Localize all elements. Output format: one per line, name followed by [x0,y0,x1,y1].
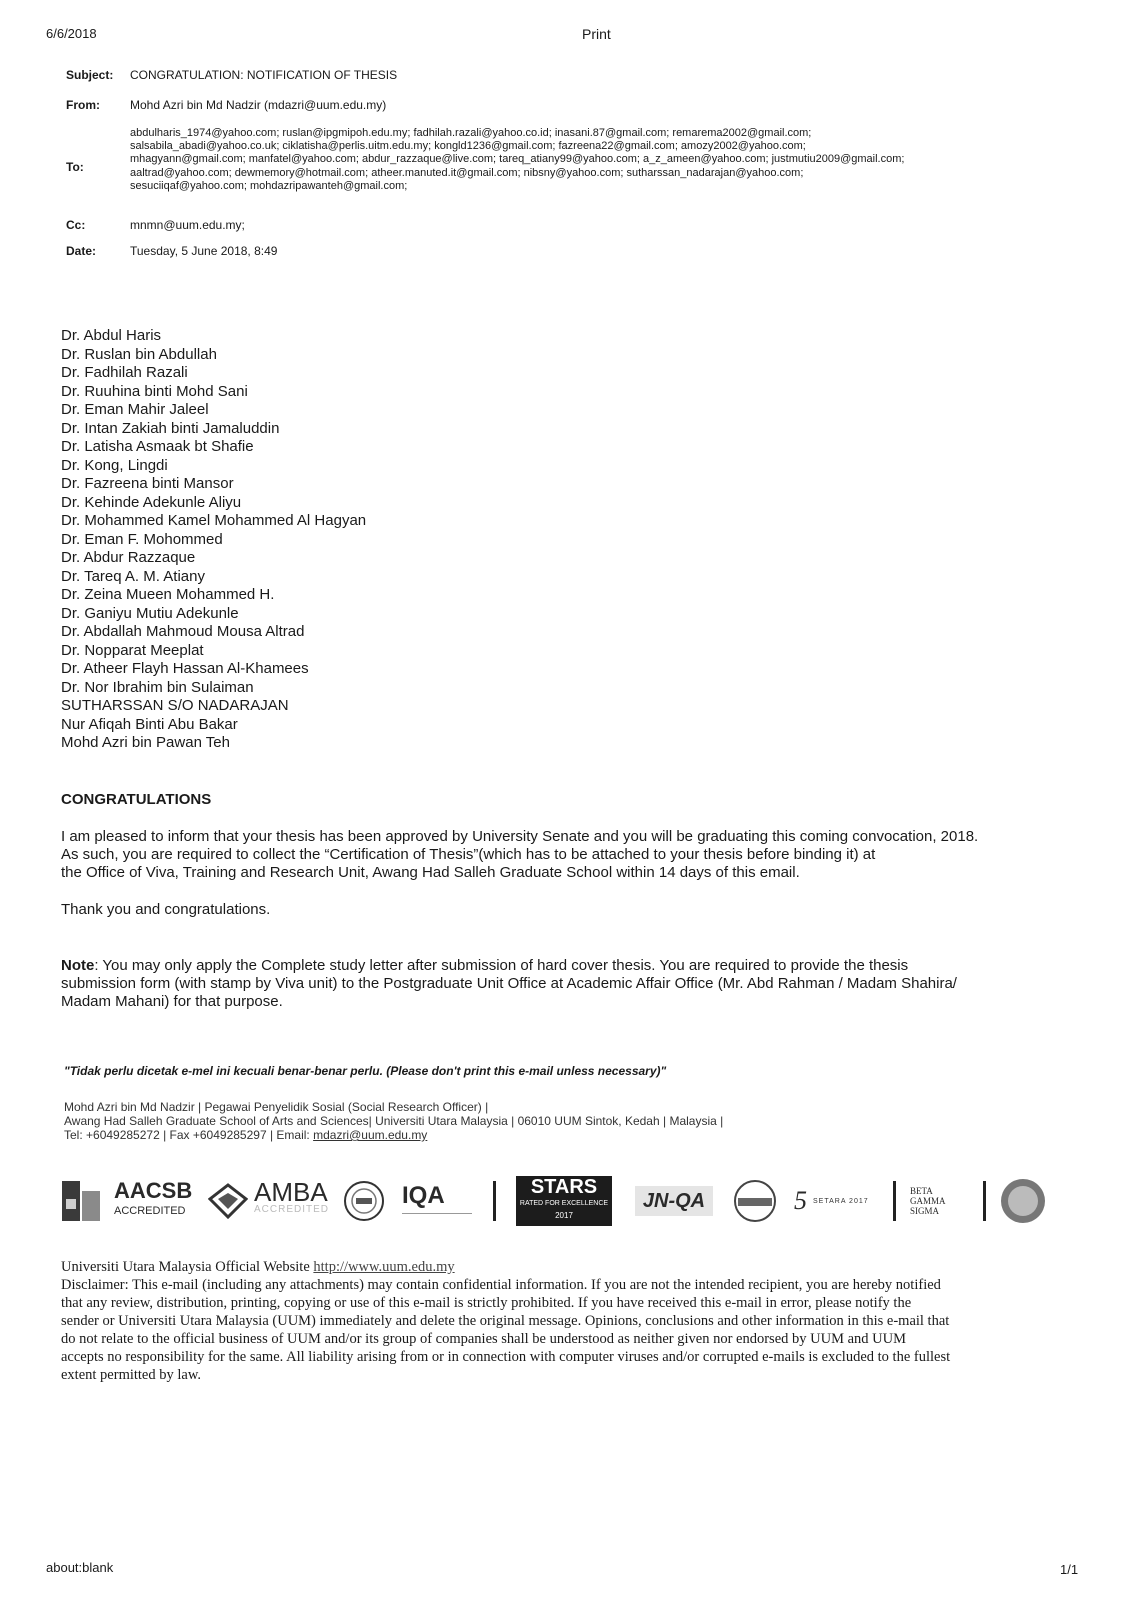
note-line-1 [61,957,957,975]
mqa-badge [732,1176,778,1226]
recipient-name: Dr. Ruuhina binti Mohd Sani [61,382,248,400]
paragraph-line: As such, you are required to collect the “Certification of Thesis”(which has to be attached to your thesis before binding it) at [61,846,876,864]
setara-logo [794,1176,869,1226]
thanks-line: Thank you and congratulations. [61,901,271,918]
divider-bar [493,1176,496,1226]
to-line: aaltrad@yahoo.com; dewmemory@hotmail.com; atheer.manuted.it@gmail.com; nibsny@yahoo.com; sutharssan_nadarajan@yahoo.com; [130,166,804,179]
amba-sub: ACCREDITED [254,1204,330,1215]
to-label: To: [66,160,84,174]
recipient-name: Dr. Abdallah Mahmoud Mousa Altrad [61,623,305,640]
recipient-name: Dr. Nor Ibrahim bin Sulaiman [61,678,254,696]
recipient-name: Nur Afiqah Binti Abu Bakar [61,715,238,733]
website-line [61,1258,950,1276]
stars-sub: RATED FOR EXCELLENCE [519,1200,609,1207]
recipient-name: Dr. Ruslan bin Abdullah [61,345,217,363]
jnqa-logo [635,1176,713,1226]
recipient-name: Dr. Intan Zakiah binti Jamaluddin [61,419,280,437]
disclaimer-line: do not relate to the official business of UUM and/or its group of companies shall be understood as neither given nor endorsed by UUM and UUM [61,1331,906,1347]
recipient-name: Dr. Tareq A. M. Atiany [61,567,205,585]
beta-gamma-sigma-logo [910,1176,946,1226]
print-title: Print [582,26,611,42]
to-line: salsabila_abadi@yahoo.co.uk; ciklatisha@perlis.uitm.edu.my; kongld1236@gmail.com; fazreena22@gmail.com; amozy2002@yahoo.com; [130,140,806,153]
date-value: Tuesday, 5 June 2018, 8:49 [130,244,278,258]
round-seal-icon [342,1179,386,1223]
page-number: 1/1 [1060,1562,1079,1577]
disclaimer-line: Disclaimer: This e-mail (including any attachments) may contain confidential information. If you are not the intended recipient, you are hereby notified [61,1277,941,1293]
website-link[interactable]: http://www.uum.edu.my [313,1259,455,1275]
aacsb-text: AACSB [114,1178,193,1203]
cc-label: Cc: [66,218,86,232]
stars-text: STARS [530,1176,598,1198]
signature-line: Awang Had Salleh Graduate School of Arts and Sciences| Universiti Utara Malaysia | 06010 UUM Sintok, Kedah | Malaysia | [64,1114,724,1128]
recipient-list [61,327,366,753]
mqa-circle-icon [732,1178,778,1224]
iqa-text: IQA [402,1181,445,1209]
iqa-logo [402,1176,472,1226]
to-line: abdulharis_1974@yahoo.com; ruslan@ipgmipoh.edu.my; fadhilah.razali@yahoo.co.id; inasani.87@gmail.com; remarema2002@gmail.com; [130,127,812,139]
paragraph-line: I am pleased to inform that your thesis has been approved by University Senate and you will be graduating this coming convocation, 2018. [61,828,979,845]
approval-paragraph [61,828,978,883]
disclaimer-line: extent permitted by law. [61,1367,201,1383]
signature-line: Mohd Azri bin Md Nadzir | Pegawai Penyelidik Sosial (Social Research Officer) | [64,1100,489,1114]
disclaimer-line: accepts no responsibility for the same. All liability arising from or in connection with computer viruses and/or corrupted e-mails is excluded to the fullest [61,1349,951,1365]
recipient-name: Dr. Fazreena binti Mansor [61,475,234,492]
to-line: mhagyann@gmail.com; manfatel@yahoo.com; abdur_razzaque@live.com; tareq_atiany99@yahoo.com; a_z_ameen@yahoo.com; justmutiu2009@gmail.com; [130,153,905,166]
accreditation-logos [60,1176,1060,1236]
to-recipients [130,127,904,193]
website-label: Universiti Utara Malaysia Official Website [61,1259,314,1275]
award-circle-icon [998,1176,1048,1226]
disclaimer-line: sender or Universiti Utara Malaysia (UUM) immediately and delete the original message. Opinions, conclusions and other information in this e-mail that [61,1313,950,1329]
subject-label: Subject: [66,68,114,82]
recipient-name: Dr. Latisha Asmaak bt Shafie [61,438,254,455]
recipient-name: Dr. Mohammed Kamel Mohammed Al Hagyan [61,512,367,529]
amba-logo [208,1176,329,1226]
setara-number: 5 [794,1186,807,1215]
cc-value: mnmn@uum.edu.my; [130,218,245,232]
recipient-name: Dr. Abdur Razzaque [61,549,196,566]
recipient-name: Mohd Azri bin Pawan Teh [61,734,230,751]
to-line: sesuciiqaf@yahoo.com; mohdazripawanteh@gmail.com; [130,179,408,192]
aacsb-mark-icon [60,1179,104,1223]
signature-contact [64,1128,723,1142]
note-line: Madam Mahani) for that purpose. [61,993,283,1011]
recipient-name: Dr. Abdul Haris [61,327,162,344]
aacsb-logo [60,1176,192,1226]
from-value: Mohd Azri bin Md Nadzir (mdazri@uum.edu.my) [130,98,387,112]
signature-phone: Tel: +6049285272 | Fax +6049285297 | Email: [64,1128,314,1142]
recipient-name: Dr. Ganiyu Mutiu Adekunle [61,604,239,622]
signature-block [64,1100,723,1142]
print-notice: "Tidak perlu dicetak e-mel ini kecuali benar-benar perlu. (Please don't print this e-mail unless necessary)" [64,1064,667,1078]
stars-year: 2017 [555,1211,573,1220]
note-line: submission form (with stamp by Viva unit) to the Postgraduate Unit Office at Academic Affair Office (Mr. Abd Rahman / Madam Shahira/ [61,975,957,993]
divider-bar [893,1176,896,1226]
award-badge [998,1176,1048,1226]
signature-email-link[interactable]: mdazri@uum.edu.my [313,1128,428,1142]
date-label: Date: [66,244,97,258]
note-paragraph [61,957,957,1012]
recipient-name: Dr. Kehinde Adekunle Aliyu [61,493,242,511]
recipient-name: Dr. Atheer Flayh Hassan Al-Khamees [61,660,309,677]
bgs-line: SIGMA [910,1206,940,1216]
recipient-name: Dr. Zeina Mueen Mohammed H. [61,586,275,603]
disclaimer-block [61,1258,950,1384]
divider-bar [983,1176,986,1226]
recipient-name: SUTHARSSAN S/O NADARAJAN [61,697,289,714]
recipient-name: Dr. Nopparat Meeplat [61,641,204,659]
iqa-rule [402,1213,472,1214]
note-label: Note [61,957,95,974]
seal-logo [342,1176,386,1226]
jnqa-text: JN-QA [642,1189,706,1212]
aacsb-sub: ACCREDITED [114,1205,186,1217]
stars-logo [516,1176,612,1226]
note-text: : You may only apply the Complete study letter after submission of hard cover thesis. You are required to provide the thesis [94,957,909,974]
print-date: 6/6/2018 [46,26,97,41]
disclaimer-line: that any review, distribution, printing, copying or use of this e-mail is strictly prohibited. If you have received this e-mail in error, please notify the [61,1295,912,1311]
amba-text: AMBA [254,1177,328,1207]
from-label: From: [66,98,100,112]
recipient-name: Dr. Kong, Lingdi [61,456,168,474]
recipient-name: Dr. Fadhilah Razali [61,364,188,381]
page-url: about:blank [46,1560,114,1575]
recipient-name: Dr. Eman Mahir Jaleel [61,401,209,418]
recipient-name: Dr. Eman F. Mohommed [61,530,223,548]
bgs-line: GAMMA [910,1196,946,1206]
amba-diamond-icon [208,1183,248,1219]
setara-text: SETARA 2017 [813,1197,869,1205]
subject-value: CONGRATULATION: NOTIFICATION OF THESIS [130,68,398,82]
congratulations-heading: CONGRATULATIONS [61,791,212,808]
bgs-line: BETA [910,1186,933,1196]
paragraph-line: the Office of Viva, Training and Research Unit, Awang Had Salleh Graduate School within 14 days of this email. [61,864,800,882]
